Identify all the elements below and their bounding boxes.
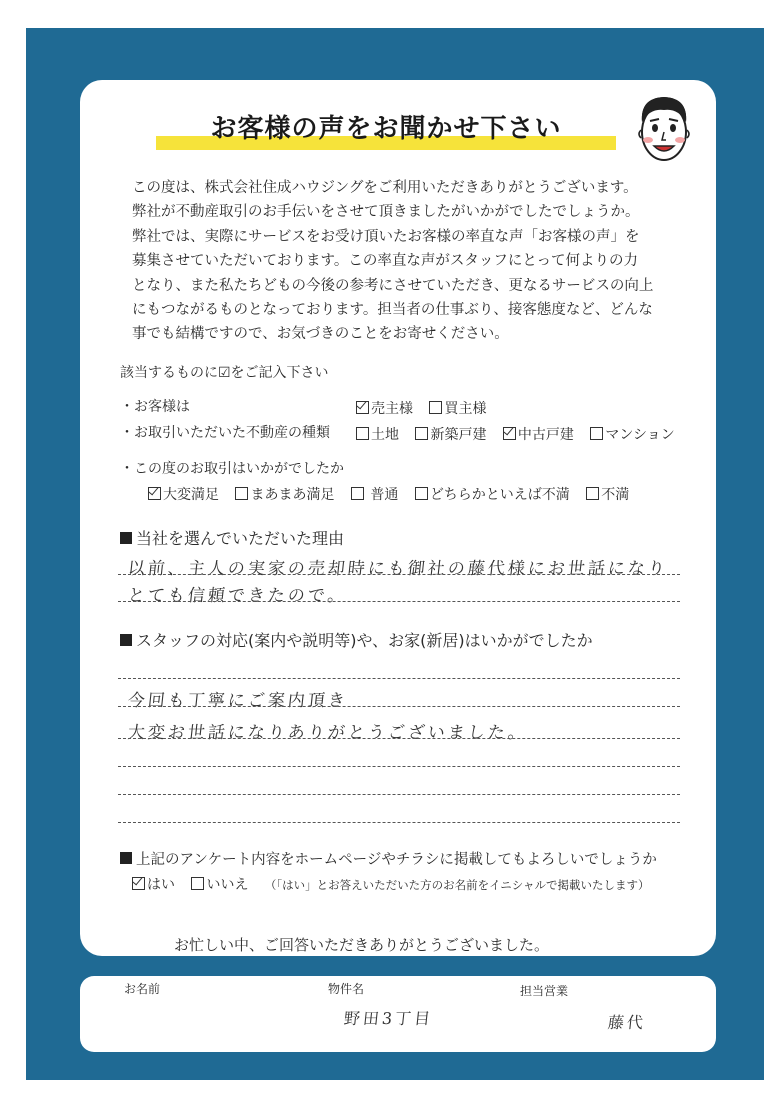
checkbox-dissatisfied[interactable] bbox=[586, 487, 599, 500]
option-used-house[interactable]: 中古戸建 bbox=[503, 427, 574, 443]
square-bullet-icon bbox=[120, 634, 132, 646]
answer-line bbox=[118, 766, 680, 767]
checkbox-buyer[interactable] bbox=[429, 401, 442, 414]
option-no[interactable]: いいえ bbox=[191, 877, 248, 893]
intro-line: 事でも結構ですので、お気づきのことをお寄せください。 bbox=[132, 326, 509, 343]
closing-text: お忙しい中、ご回答いただきありがとうございました。 bbox=[174, 936, 550, 954]
answer-line bbox=[118, 574, 680, 575]
checkbox-somewhat-satisfied[interactable] bbox=[235, 487, 248, 500]
intro-line: この度は、株式会社住成ハウジングをご利用いただきありがとうございます。 bbox=[132, 180, 638, 196]
staff-face-icon bbox=[632, 92, 696, 166]
checkbox-very-satisfied[interactable] bbox=[148, 487, 161, 500]
property-type-label: ・お取引いただいた不動産の種類 bbox=[120, 425, 330, 441]
sales-value: 藤代 bbox=[606, 1013, 647, 1032]
option-neutral[interactable]: 普通 bbox=[351, 487, 398, 503]
page-title: お客様の声をお聞かせ下さい bbox=[210, 114, 562, 144]
option-new-house[interactable]: 新築戸建 bbox=[415, 427, 486, 443]
option-seller[interactable]: 売主様 bbox=[356, 401, 413, 417]
customer-type-options bbox=[356, 398, 498, 418]
answer-line bbox=[118, 678, 680, 679]
option-somewhat-dissatisfied[interactable]: どちらかといえば不満 bbox=[415, 487, 570, 503]
checkbox-new-house[interactable] bbox=[415, 427, 428, 440]
property-value: 野田3丁目 bbox=[342, 1009, 435, 1028]
property-label: 物件名 bbox=[328, 982, 365, 996]
option-mansion[interactable]: マンション bbox=[590, 427, 674, 443]
answer-line bbox=[118, 601, 680, 602]
square-bullet-icon bbox=[120, 532, 132, 544]
permission-note: （「はい」とお答えいただいた方のお名前をイニシャルで掲載いたします） bbox=[264, 878, 650, 892]
checkbox-yes[interactable] bbox=[132, 877, 145, 890]
intro-line: にもつながるものとなっております。担当者の仕事ぶり、接客態度など、どんな bbox=[132, 302, 653, 319]
title-block bbox=[156, 108, 616, 152]
option-yes[interactable]: はい bbox=[132, 877, 175, 893]
sales-label: 担当営業 bbox=[520, 984, 569, 998]
intro-line: となり、また私たちどもの今後の参考にさせていただき、更なるサービスの向上 bbox=[132, 277, 654, 294]
checkbox-mansion[interactable] bbox=[590, 427, 603, 440]
permission-options bbox=[132, 874, 649, 894]
answer-reason-line: とても信頼できたので。 bbox=[126, 586, 349, 606]
section-heading-reason: 当社を選んでいただいた理由 bbox=[120, 526, 344, 549]
square-bullet-icon bbox=[120, 852, 132, 864]
instruction-text: 該当するものに☑をご記入下さい bbox=[120, 365, 329, 381]
checkbox-used-house[interactable] bbox=[503, 427, 516, 440]
intro-text bbox=[132, 176, 692, 347]
section-heading-permission: 上記のアンケート内容をホームページやチラシに掲載してもよろしいでしょうか bbox=[120, 848, 657, 869]
option-buyer[interactable]: 買主様 bbox=[429, 401, 486, 417]
answer-reason-line: 以前、主人の実家の売却時にも御社の藤代様にお世話になり bbox=[126, 559, 669, 579]
option-somewhat-satisfied[interactable]: まあまあ満足 bbox=[235, 487, 334, 503]
intro-line: 弊社では、実際にサービスをお受け頂いたお客様の率直な声「お客様の声」を bbox=[132, 228, 640, 245]
name-label: お名前 bbox=[124, 982, 161, 996]
customer-type-label: ・お客様は bbox=[120, 399, 190, 415]
answer-line bbox=[118, 738, 680, 739]
answer-line bbox=[118, 822, 680, 823]
section-heading-staff: スタッフの対応(案内や説明等)や、お家(新居)はいかがでしたか bbox=[120, 628, 593, 651]
satisfaction-label: ・この度のお取引はいかがでしたか bbox=[120, 461, 344, 477]
option-very-satisfied[interactable]: 大変満足 bbox=[148, 487, 219, 503]
answer-staff-line: 今回も丁寧にご案内頂き bbox=[126, 691, 349, 711]
checkbox-somewhat-dissatisfied[interactable] bbox=[415, 487, 428, 500]
property-type-options bbox=[356, 424, 687, 444]
checkbox-neutral[interactable] bbox=[351, 487, 364, 500]
checkbox-seller[interactable] bbox=[356, 401, 369, 414]
checkbox-land[interactable] bbox=[356, 427, 369, 440]
intro-line: 弊社が不動産取引のお手伝いをさせて頂きましたがいかがでしたでしょうか。 bbox=[132, 204, 640, 221]
intro-line: 募集させていただいております。この率直な声がスタッフにとって何よりの力 bbox=[132, 253, 639, 270]
answer-line bbox=[118, 794, 680, 795]
satisfaction-options bbox=[148, 484, 641, 504]
option-land[interactable]: 土地 bbox=[356, 427, 399, 443]
checkbox-no[interactable] bbox=[191, 877, 204, 890]
answer-line bbox=[118, 706, 680, 707]
option-dissatisfied[interactable]: 不満 bbox=[586, 487, 629, 503]
answer-staff-line: 大変お世話になりありがとうございました。 bbox=[126, 723, 529, 743]
